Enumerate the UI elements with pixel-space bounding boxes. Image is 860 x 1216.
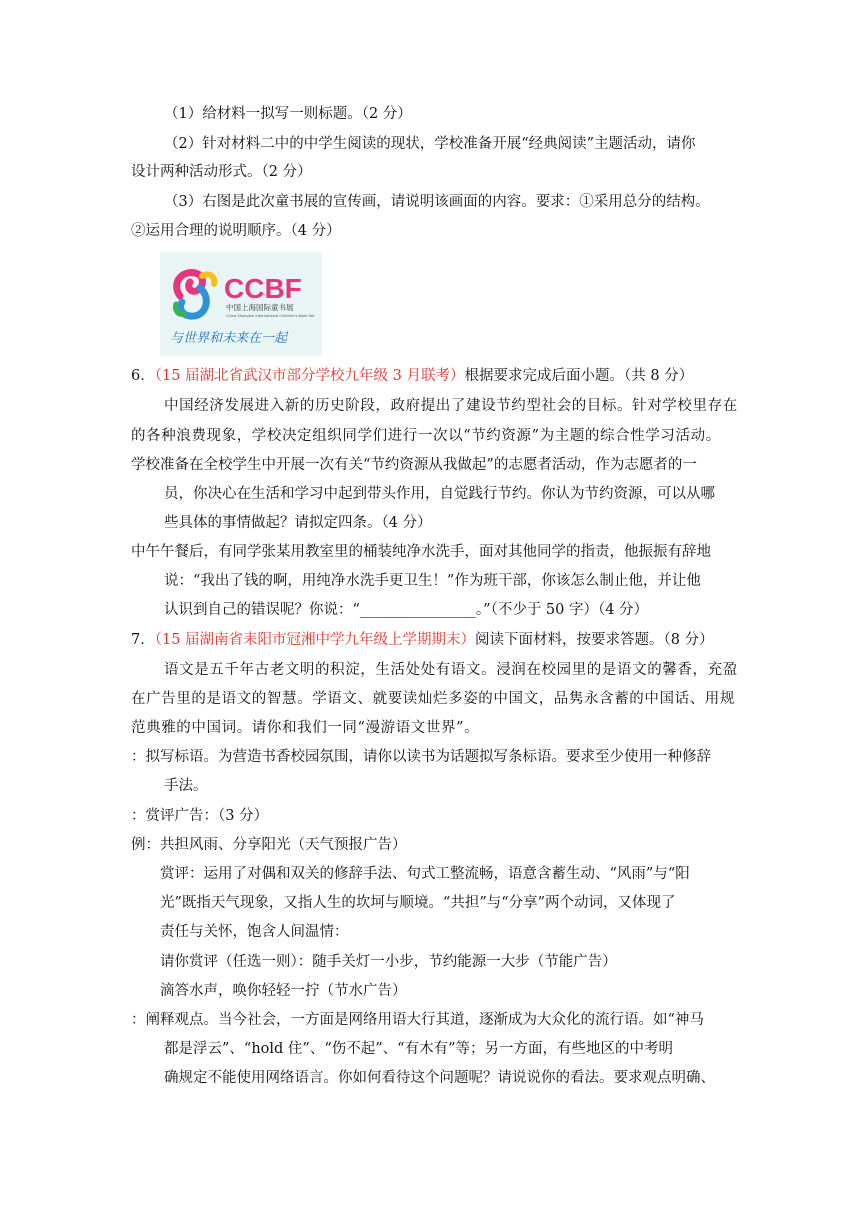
q6-task2-line1: 中午午餐后，有同学张某用教室里的桶装纯净水洗手，面对其他同学的指责，他振振有辞地 xyxy=(131,544,711,560)
ccbf-en-name: China Shanghai International Children's Book Fair xyxy=(226,314,315,318)
q6-passage-line1: 中国经济发展进入新的历史阶段，政府提出了建设节约型社会的目标。针对学校里存在 xyxy=(164,398,738,414)
q7-source: （15 届湖南省耒阳市冠湘中学九年级上学期期末） xyxy=(154,632,476,648)
q6-task2-line2: 说：“我出了钱的啊，用纯净水洗手更卫生！”作为班干部，你该怎么制止他，并让他 xyxy=(164,573,701,589)
q7-ad1: 请你赏评（任选一则）：随手关灯一小步，节约能源一大步（节能广告） xyxy=(160,954,617,970)
q7-comment-line2: 光”既指天气现象，又指人生的坎坷与顺境。“共担”与“分享”两个动词，又体现了 xyxy=(160,895,676,911)
q7-passage-line1: 语文是五千年古老文明的积淀，生活处处有语文。浸润在校园里的是语文的馨香，充盈 xyxy=(164,662,738,678)
q7-task1-line1: ：拟写标语。为营造书香校园氛围，请你以读书为话题拟写条标语。要求至少使用一种修辞 xyxy=(131,749,711,765)
ccbf-brand: CCBF xyxy=(224,273,302,304)
q7-ad2: 滴答水声，唤你轻轻一拧（节水广告） xyxy=(160,983,407,999)
q5-sub2-line1: （2）针对材料二中的中学生阅读的现状，学校准备开展“经典阅读”主题活动，请你 xyxy=(164,136,696,152)
q5-sub2-line2: 设计两种活动形式。（2 分） xyxy=(131,164,312,180)
q7-task2-line1: ：赏评广告：（3 分） xyxy=(131,808,269,824)
q6-header xyxy=(131,366,693,386)
q7-passage-line2: 在广告里的是语文的智慧。学语文、就要读灿烂多姿的中国文，品隽永含蓄的中国话、用规 xyxy=(131,691,735,707)
q6-task1-line1: 学校准备在全校学生中开展一次有关“节约资源从我做起”的志愿者活动，作为志愿者的一 xyxy=(131,457,697,473)
ccbf-slogan: 与世界和未来在一起 xyxy=(170,331,288,346)
q7-task3-line1: ：阐释观点。当今社会，一方面是网络用语大行其道，逐渐成为大众化的流行语。如“神马 xyxy=(131,1012,704,1028)
q7-task3-line2: 都是浮云”、“hold 住”、“伤不起”、“有木有”等；另一方面，有些地区的中考明 xyxy=(164,1041,673,1057)
q7-comment-line3: 责任与关怀，饱含人间温情： xyxy=(160,924,349,940)
q6-passage-line2: 的各种浪费现象，学校决定组织同学们进行一次以“节约资源”为主题的综合性学习活动。 xyxy=(131,428,721,444)
q6-task1-line2: 员，你决心在生活和学习中起到带头作用，自觉践行节约。你认为节约资源，可以从哪 xyxy=(164,486,715,502)
q6-number: 6． xyxy=(131,368,155,384)
q7-task3-line3: 确规定不能使用网络语言。你如何看待这个问题呢？请说说你的看法。要求观点明确、 xyxy=(164,1070,715,1086)
q7-header xyxy=(131,630,714,650)
ccbf-logo-icon xyxy=(160,252,322,356)
q6-source: （15 届湖北省武汉市部分学校九年级 3 月联考） xyxy=(154,368,465,384)
q5-sub3-line1: （3）右图是此次童书展的宣传画，请说明该画面的内容。要求：①采用总分的结构。 xyxy=(164,194,710,210)
q7-task1-line2: 手法。 xyxy=(164,778,208,794)
ccbf-poster-image xyxy=(160,252,322,356)
q7-prompt: 阅读下面材料，按要求答题。（8 分） xyxy=(475,632,714,648)
q7-number: 7． xyxy=(131,632,155,648)
q7-comment-line1: 赏评：运用了对偶和双关的修辞手法、句式工整流畅，语意含蓄生动、“风雨”与“阳 xyxy=(160,866,690,882)
q7-passage-line3: 范典雅的中国词。请你和我们一同“漫游语文世界”。 xyxy=(131,720,480,736)
q6-task2-line3: 认识到自己的错误呢？你说：“________________。”（不少于 50 字）（4 分） xyxy=(164,602,649,618)
q7-example: 例：共担风雨、分享阳光（天气预报广告） xyxy=(131,837,407,853)
ccbf-cn-name: 中国上海国际童书展 xyxy=(226,303,294,312)
q5-sub3-line2: ②运用合理的说明顺序。（4 分） xyxy=(131,223,341,239)
q6-task1-line3: 些具体的事情做起？请拟定四条。（4 分） xyxy=(164,515,432,531)
q6-prompt: 根据要求完成后面小题。（共 8 分） xyxy=(464,368,694,384)
q5-sub1: （1）给材料一拟写一则标题。（2 分） xyxy=(164,106,412,122)
